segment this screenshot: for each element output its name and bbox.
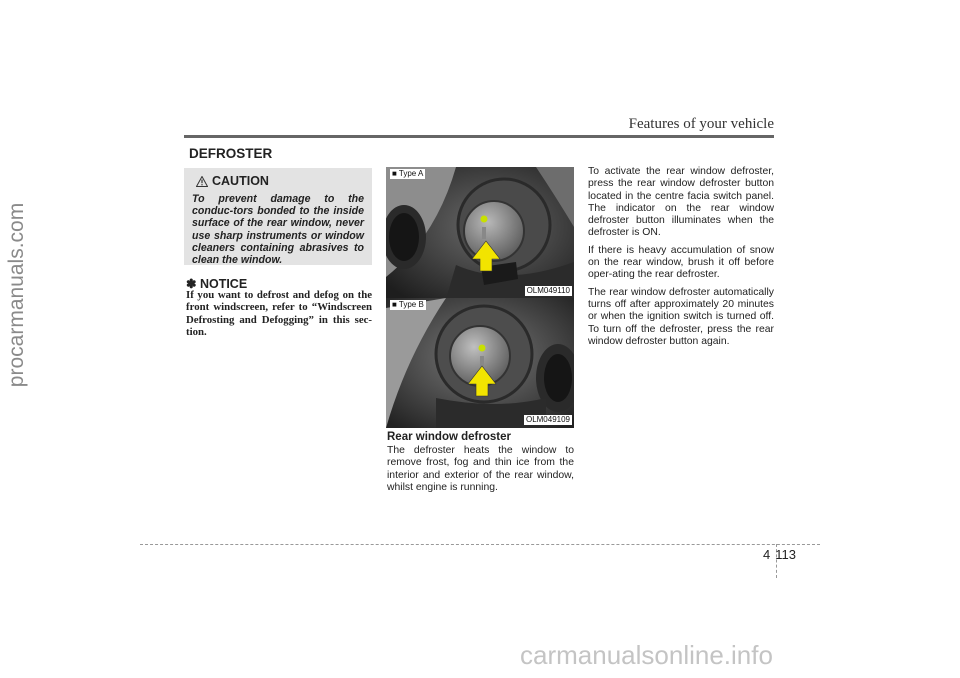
right-paragraph: To activate the rear window defroster, press the rear window defroster button located in the centre facia switch panel. The indicator on the rear window defroster button illuminates when the defroster is ON. xyxy=(588,166,774,239)
caution-text: To prevent damage to the conduc-tors bonded to the inside surface of the rear window, never use sharp instruments or window cleaners containing abrasives to clean the window. xyxy=(192,193,364,267)
type-a-label: ■ Type A xyxy=(392,169,424,178)
section-title: DEFROSTER xyxy=(189,146,273,161)
photo-b-code: OLM049109 xyxy=(525,415,570,424)
side-watermark xyxy=(2,160,32,430)
type-b-label: ■ Type B xyxy=(392,300,424,309)
notice-heading: ✽ NOTICE xyxy=(186,277,248,291)
rear-defroster-heading: Rear window defroster xyxy=(387,431,511,443)
defroster-photo-type-a xyxy=(386,167,574,299)
caution-heading-label: CAUTION xyxy=(212,174,269,188)
caution-box xyxy=(184,168,372,265)
dashboard-photo-a xyxy=(386,167,574,299)
header-rule xyxy=(184,135,774,138)
rear-defroster-text: The defroster heats the window to remove frost, fog and thin ice from the interior and exterior of the rear window, whilst engine is running. xyxy=(387,445,574,493)
dashboard-photo-b xyxy=(386,298,574,428)
right-paragraph: The rear window defroster automatically turns off after approximately 20 minutes or when the ignition switch is turned off. To turn off the defroster, press the rear window defroster button again. xyxy=(588,286,774,347)
page-number-value: 113 xyxy=(775,547,796,562)
photo-a-code: OLM049110 xyxy=(526,286,570,295)
chapter-number: 4 xyxy=(763,547,771,562)
notice-text: If you want to defrost and defog on the front windscreen, refer to “Windscreen Defrosting and Defogging” in this sec-tion. xyxy=(186,289,372,339)
right-column xyxy=(588,166,774,353)
page-header-title: Features of your vehicle xyxy=(628,116,774,132)
bottom-watermark: carmanualsonline.info xyxy=(520,640,773,670)
footer-rule xyxy=(140,544,820,545)
right-paragraph: If there is heavy accumulation of snow on the rear window, brush it off before oper-ating the rear defroster. xyxy=(588,244,774,281)
defroster-photo-type-b xyxy=(386,298,574,428)
page-number xyxy=(763,547,796,562)
side-watermark-text: procarmanuals.com xyxy=(5,202,28,388)
warning-triangle-icon xyxy=(196,176,208,187)
